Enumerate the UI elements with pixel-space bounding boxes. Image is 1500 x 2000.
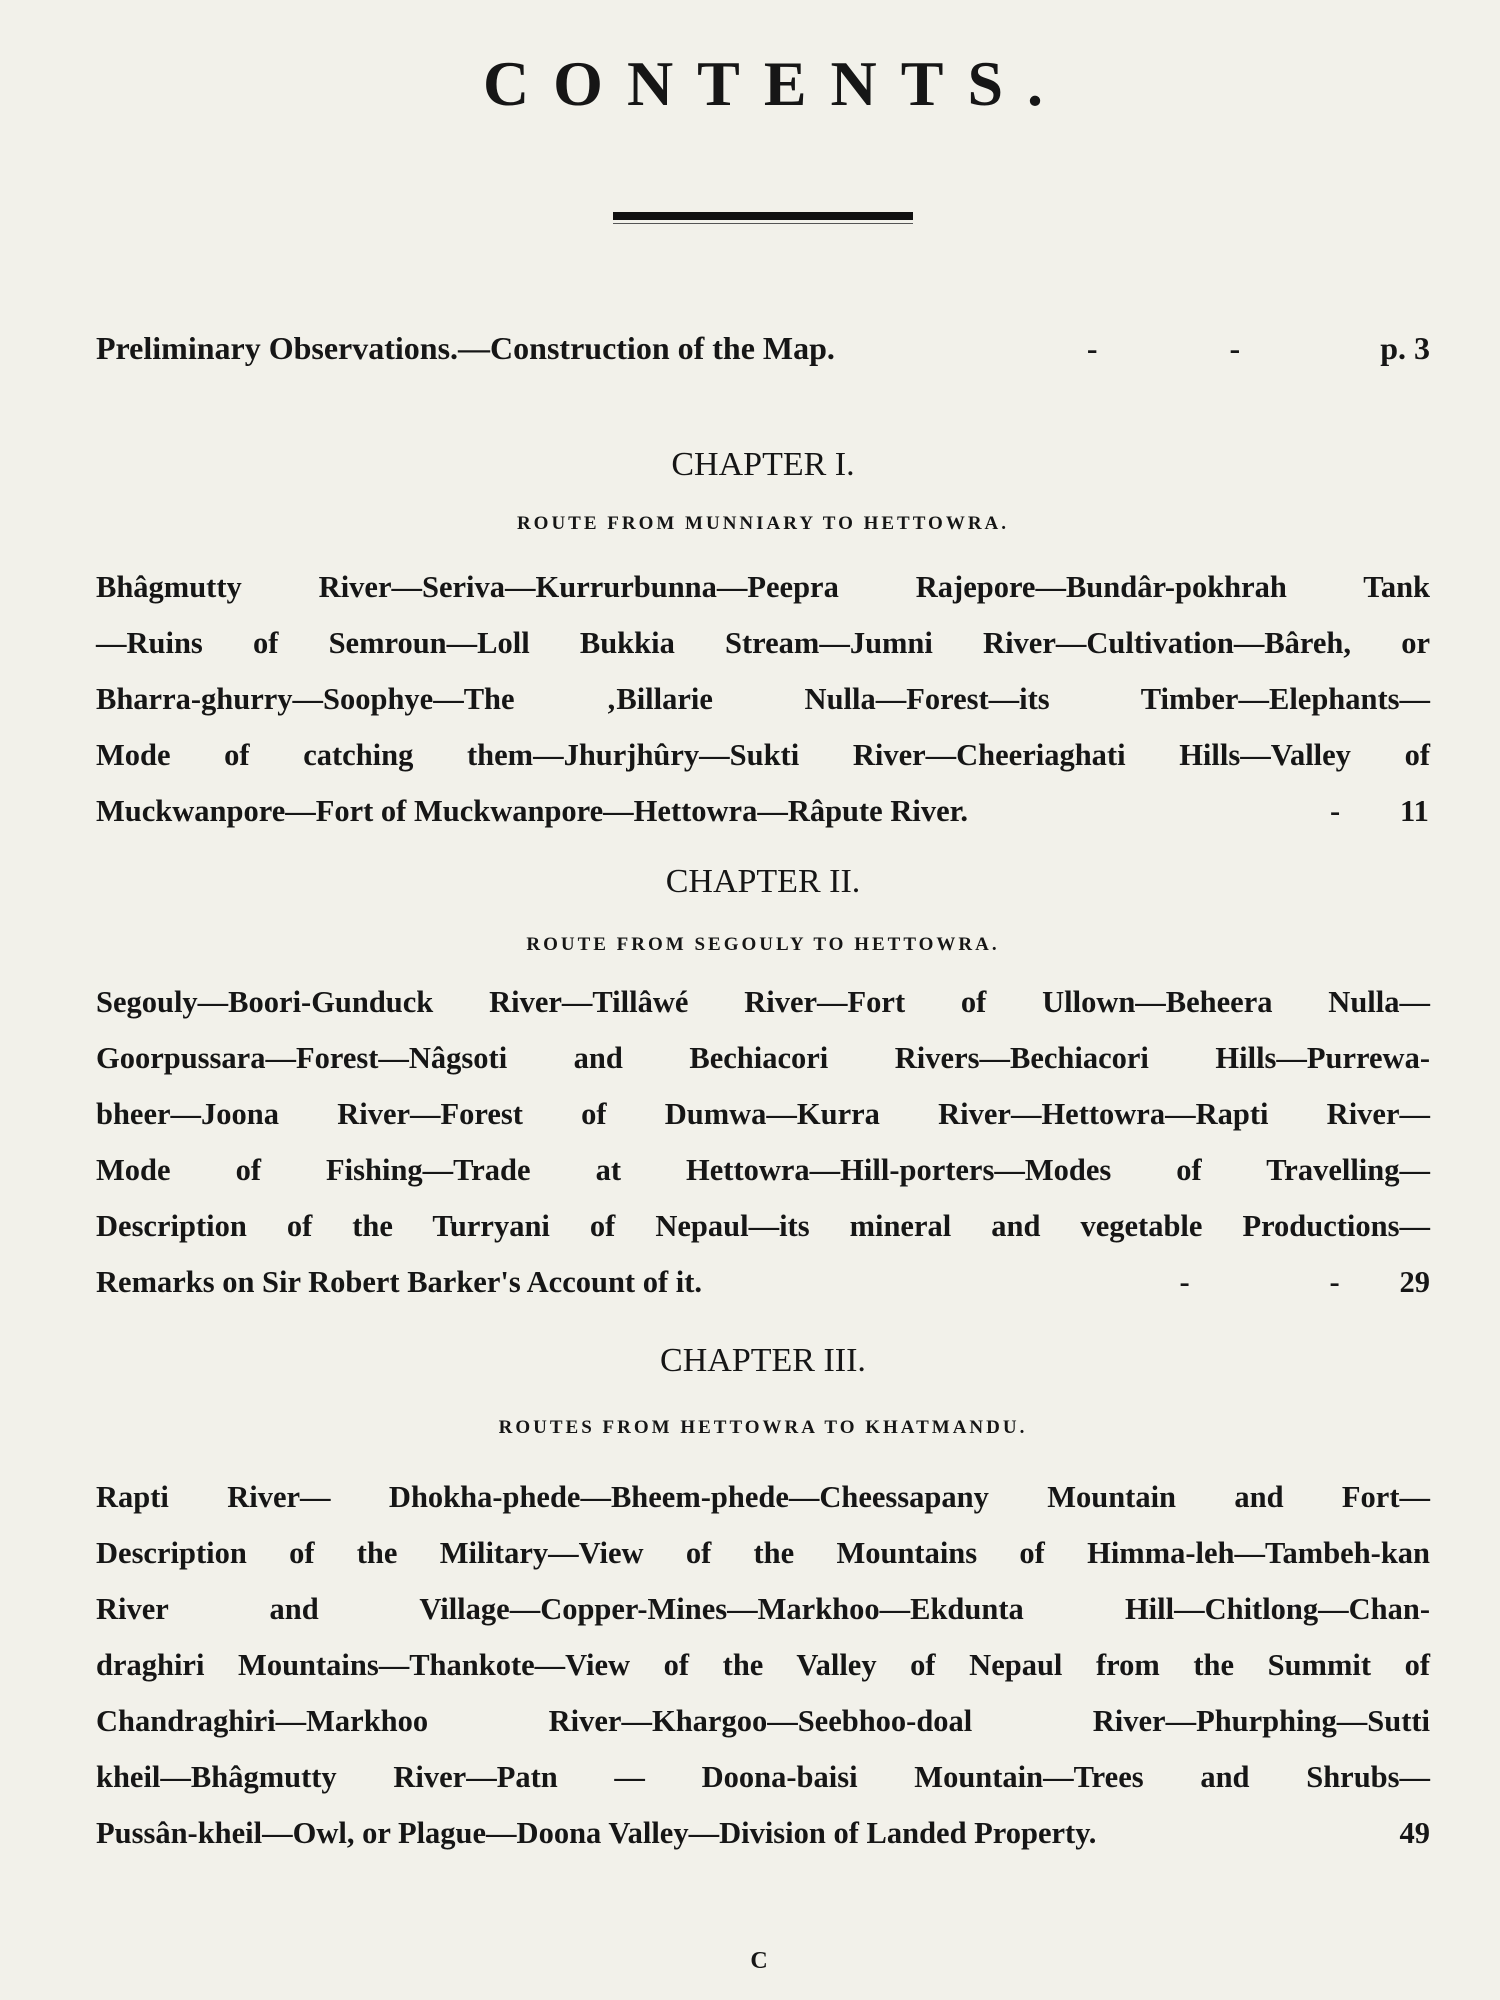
chapter-heading: CHAPTER III. — [660, 1341, 866, 1379]
summary-line: Description of the Turryani of Nepaul—its mineral and vegetable Productions— — [96, 1208, 1430, 1243]
chapter-heading: CHAPTER II. — [665, 862, 861, 900]
chapter-summary — [96, 559, 1430, 839]
signature-mark: C — [750, 1948, 770, 1974]
summary-line: Mode of catching them—Jhurjhûry—Sukti River—Cheeriaghati Hills—Valley of — [96, 737, 1430, 772]
summary-line: River and Village—Copper-Mines—Markhoo—Ekdunta Hill—Chitlong—Chan- — [96, 1591, 1430, 1626]
summary-line: kheil—Bhâgmutty River—Patn — Doona-baisi Mountain—Trees and Shrubs— — [96, 1759, 1430, 1794]
summary-last-line — [96, 1254, 1430, 1310]
chapter-heading: CHAPTER I. — [671, 445, 855, 483]
summary-last-line — [96, 1805, 1430, 1861]
summary-line: Goorpussara—Forest—Nâgsoti and Bechiacori Rivers—Bechiacori Hills—Purrewa- — [96, 1040, 1430, 1075]
preliminary-page-number: p. 3 — [1380, 330, 1430, 366]
leader-dashes — [1087, 328, 1240, 370]
chapter-3-section — [96, 1341, 1430, 1861]
summary-line: Chandraghiri—Markhoo River—Khargoo—Seebhoo-doal River—Phurphing—Sutti — [96, 1703, 1430, 1738]
summary-line: Bharra-ghurry—Soophye—The ‚Billarie Nulla—Forest—its Timber—Elephants— — [96, 681, 1430, 716]
leader-dash: - — [1086, 330, 1098, 366]
summary-line: Remarks on Sir Robert Barker's Account of it. — [96, 1264, 702, 1299]
chapter-page-number: 49 — [1399, 1815, 1430, 1850]
summary-last-line: Muckwanpore—Fort of Muckwanpore—Hettowra—Râpute River. - 11 — [126, 783, 1430, 839]
chapter-summary — [96, 974, 1430, 1310]
summary-line: Mode of Fishing—Trade at Hettowra—Hill-porters—Modes of Travelling— — [96, 1152, 1430, 1187]
route-heading: ROUTE FROM MUNNIARY TO HETTOWRA. — [516, 512, 1010, 534]
route-heading: ROUTES FROM HETTOWRA TO KHATMANDU. — [498, 1416, 1028, 1438]
chapter-1-section — [96, 445, 1430, 839]
chapter-page-number: 29 — [1399, 1264, 1430, 1299]
leader-dashes: - - — [1179, 1264, 1340, 1299]
summary-line: —Ruins of Semroun—Loll Bukkia Stream—Jumni River—Cultivation—Bâreh, or — [96, 625, 1430, 660]
leader-dash: - — [1229, 330, 1241, 366]
chapter-2-section — [96, 862, 1430, 1310]
page-title: CONTENTS. — [482, 48, 1068, 119]
summary-line: draghiri Mountains—Thankote—View of the Valley of Nepaul from the Summit of — [96, 1647, 1430, 1682]
preliminary-entry — [96, 328, 1430, 370]
preliminary-text: Preliminary Observations.—Construction of the Map. — [96, 330, 835, 366]
summary-line: Description of the Military—View of the Mountains of Himma-leh—Tambeh-kan — [96, 1535, 1430, 1570]
summary-line: Muckwanpore—Fort of Muckwanpore—Hettowra—Râpute River. — [96, 793, 968, 828]
title-rule — [613, 212, 913, 224]
route-heading: ROUTE FROM SEGOULY TO HETTOWRA. — [526, 933, 1000, 955]
summary-line: Bhâgmutty River—Seriva—Kurrurbunna—Peepra Rajepore—Bundâr-pokhrah Tank — [96, 569, 1430, 604]
summary-line: bheer—Joona River—Forest of Dumwa—Kurra River—Hettowra—Rapti River— — [96, 1096, 1430, 1131]
chapter-summary — [96, 1469, 1430, 1861]
summary-line: Pussân-kheil—Owl, or Plague—Doona Valley—Division of Landed Property. — [96, 1815, 1097, 1850]
summary-line: Rapti River— Dhokha-phede—Bheem-phede—Cheessapany Mountain and Fort— — [96, 1479, 1430, 1514]
summary-line: Segouly—Boori-Gunduck River—Tillâwé River—Fort of Ullown—Beheera Nulla— — [96, 984, 1430, 1019]
